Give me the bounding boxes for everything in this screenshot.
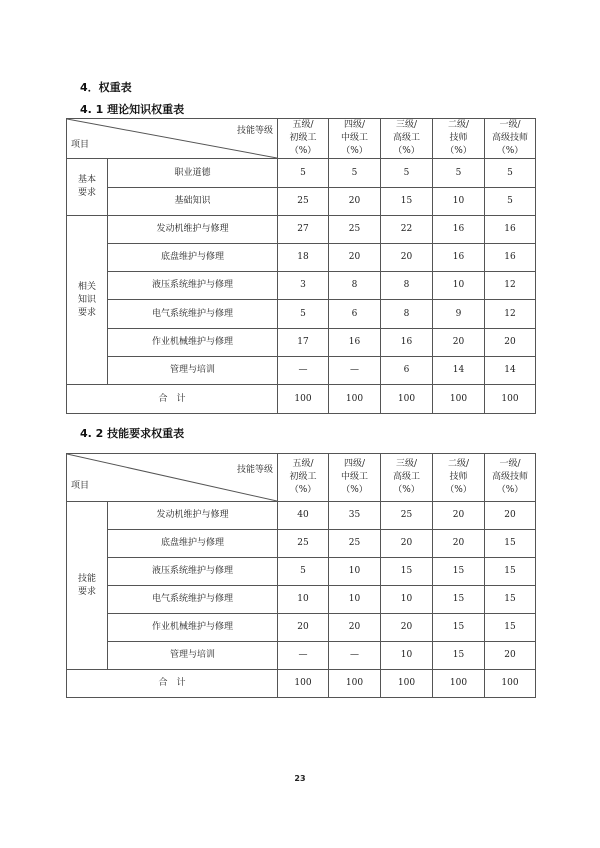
cell: 15	[485, 530, 536, 558]
skill-level-label: 技能等级	[236, 465, 273, 475]
total-row	[67, 385, 536, 414]
cell: 20	[381, 244, 433, 272]
group-related-knowledge: 相关 知识 要求	[67, 216, 108, 385]
row-item: 电气系统维护与修理	[108, 586, 278, 614]
cell: 20	[433, 530, 485, 558]
cell: 16	[485, 216, 536, 244]
table-row	[67, 502, 536, 530]
cell: 3	[278, 272, 329, 300]
skill-level-label: 技能等级	[236, 126, 273, 136]
row-item: 作业机械维护与修理	[108, 329, 278, 357]
cell: 16	[485, 244, 536, 272]
cell: 8	[381, 300, 433, 329]
table-row	[67, 159, 536, 188]
table-row	[67, 272, 536, 300]
row-item: 电气系统维护与修理	[108, 300, 278, 329]
table-header-row	[67, 119, 536, 159]
table-row	[67, 357, 536, 385]
cell: 20	[381, 614, 433, 642]
cell: 20	[278, 614, 329, 642]
cell: 10	[433, 188, 485, 216]
cell: 10	[381, 642, 433, 670]
cell: 6	[329, 300, 381, 329]
cell: 12	[485, 272, 536, 300]
row-item: 液压系统维护与修理	[108, 272, 278, 300]
cell: 8	[329, 272, 381, 300]
table1-title: 4. 1 理论知识权重表	[80, 103, 185, 116]
section-title: 4．权重表	[80, 81, 132, 94]
total-label: 合 计	[67, 670, 278, 698]
level-header-4: 四级/ 中级工 （%）	[329, 454, 381, 502]
cell: 15	[381, 188, 433, 216]
cell: 8	[381, 272, 433, 300]
level-header-2: 二级/ 技师 （%）	[433, 119, 485, 159]
cell: 22	[381, 216, 433, 244]
cell: 15	[381, 558, 433, 586]
diagonal-header-cell	[67, 119, 278, 159]
table-row	[67, 329, 536, 357]
cell: 40	[278, 502, 329, 530]
total-cell: 100	[381, 385, 433, 414]
table-header-row	[67, 454, 536, 502]
cell: 20	[485, 329, 536, 357]
cell: —	[278, 357, 329, 385]
cell: 15	[433, 586, 485, 614]
cell: 10	[278, 586, 329, 614]
cell: —	[329, 642, 381, 670]
cell: —	[329, 357, 381, 385]
theory-weight-table	[66, 118, 536, 414]
cell: 16	[329, 329, 381, 357]
cell: 20	[381, 530, 433, 558]
cell: 20	[329, 244, 381, 272]
row-item: 底盘维护与修理	[108, 530, 278, 558]
cell: 25	[278, 530, 329, 558]
cell: 5	[329, 159, 381, 188]
level-header-3: 三级/ 高级工 （%）	[381, 454, 433, 502]
cell: 20	[433, 502, 485, 530]
level-header-2: 二级/ 技师 （%）	[433, 454, 485, 502]
table-row	[67, 586, 536, 614]
total-cell: 100	[329, 385, 381, 414]
cell: 9	[433, 300, 485, 329]
row-item: 职业道德	[108, 159, 278, 188]
total-cell: 100	[278, 670, 329, 698]
table-row	[67, 558, 536, 586]
level-header-1: 一级/ 高级技师 （%）	[485, 454, 536, 502]
cell: 15	[433, 642, 485, 670]
cell: 20	[485, 642, 536, 670]
cell: 6	[381, 357, 433, 385]
cell: 14	[485, 357, 536, 385]
cell: 15	[485, 558, 536, 586]
total-cell: 100	[433, 385, 485, 414]
total-cell: 100	[485, 385, 536, 414]
cell: 20	[433, 329, 485, 357]
cell: 10	[433, 272, 485, 300]
row-item: 底盘维护与修理	[108, 244, 278, 272]
table-row	[67, 188, 536, 216]
table2-title: 4. 2 技能要求权重表	[80, 427, 185, 440]
total-label: 合 计	[67, 385, 278, 414]
cell: —	[278, 642, 329, 670]
project-label: 项目	[71, 481, 90, 491]
row-item: 发动机维护与修理	[108, 216, 278, 244]
level-header-5: 五级/ 初级工 （%）	[278, 454, 329, 502]
row-item: 作业机械维护与修理	[108, 614, 278, 642]
cell: 15	[485, 614, 536, 642]
cell: 15	[485, 586, 536, 614]
cell: 5	[485, 159, 536, 188]
cell: 5	[278, 558, 329, 586]
level-header-4: 四级/ 中级工 （%）	[329, 119, 381, 159]
cell: 17	[278, 329, 329, 357]
cell: 20	[329, 614, 381, 642]
total-cell: 100	[381, 670, 433, 698]
cell: 25	[381, 502, 433, 530]
level-header-3: 三级/ 高级工 （%）	[381, 119, 433, 159]
level-header-5: 五级/ 初级工 （%）	[278, 119, 329, 159]
cell: 16	[433, 244, 485, 272]
cell: 16	[381, 329, 433, 357]
table-row	[67, 642, 536, 670]
total-cell: 100	[433, 670, 485, 698]
total-cell: 100	[278, 385, 329, 414]
cell: 5	[278, 159, 329, 188]
cell: 15	[433, 558, 485, 586]
diagonal-header-cell	[67, 454, 278, 502]
cell: 10	[329, 586, 381, 614]
table-row	[67, 216, 536, 244]
table-row	[67, 614, 536, 642]
level-header-1: 一级/ 高级技师 （%）	[485, 119, 536, 159]
table-row	[67, 300, 536, 329]
cell: 16	[433, 216, 485, 244]
cell: 27	[278, 216, 329, 244]
cell: 20	[329, 188, 381, 216]
cell: 5	[433, 159, 485, 188]
skill-weight-table	[66, 453, 536, 698]
total-cell: 100	[329, 670, 381, 698]
table-row	[67, 244, 536, 272]
project-label: 项目	[71, 140, 90, 150]
row-item: 管理与培训	[108, 357, 278, 385]
table-row	[67, 530, 536, 558]
row-item: 基础知识	[108, 188, 278, 216]
cell: 5	[381, 159, 433, 188]
cell: 10	[329, 558, 381, 586]
cell: 12	[485, 300, 536, 329]
cell: 25	[278, 188, 329, 216]
total-row	[67, 670, 536, 698]
cell: 20	[485, 502, 536, 530]
cell: 5	[278, 300, 329, 329]
cell: 15	[433, 614, 485, 642]
cell: 25	[329, 216, 381, 244]
cell: 25	[329, 530, 381, 558]
row-item: 管理与培训	[108, 642, 278, 670]
total-cell: 100	[485, 670, 536, 698]
cell: 14	[433, 357, 485, 385]
row-item: 液压系统维护与修理	[108, 558, 278, 586]
group-skill-requirements: 技能 要求	[67, 502, 108, 670]
cell: 5	[485, 188, 536, 216]
page-number: 23	[294, 774, 306, 783]
cell: 35	[329, 502, 381, 530]
cell: 18	[278, 244, 329, 272]
cell: 10	[381, 586, 433, 614]
row-item: 发动机维护与修理	[108, 502, 278, 530]
group-basic-requirements: 基本 要求	[67, 159, 108, 216]
